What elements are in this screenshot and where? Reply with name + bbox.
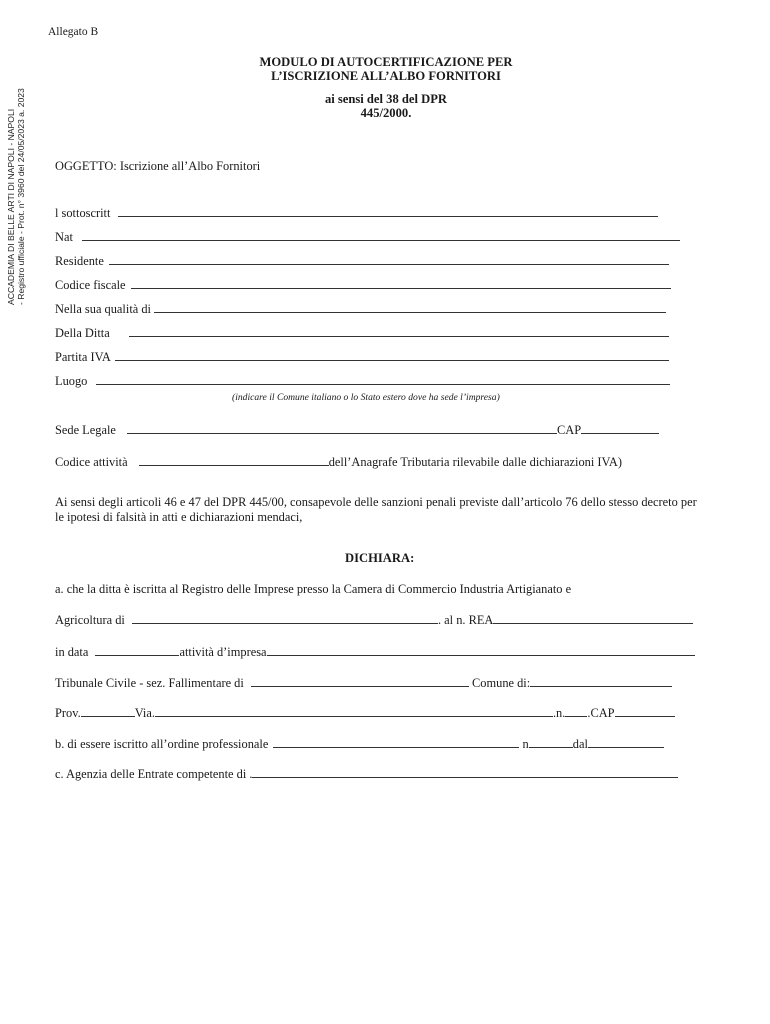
stamp-line-2: - Registro ufficiale - Prot. n° 3960 del 24/05/2023 a. 2023: [16, 88, 26, 305]
attivita-impresa-field[interactable]: [267, 645, 695, 656]
tribunale-label: Tribunale Civile - sez. Fallimentare di: [55, 676, 244, 690]
in-data-label: in data: [55, 645, 89, 659]
dichiara-heading: DICHIARA:: [345, 551, 415, 565]
allegato-label: Allegato B: [48, 26, 99, 38]
prov-label: Prov.: [55, 706, 81, 720]
sottoscritto-row: [55, 206, 658, 221]
residente-field[interactable]: [109, 254, 669, 265]
agricoltura-row: [55, 613, 693, 628]
partita-iva-label: Partita IVA: [55, 350, 111, 364]
codice-fiscale-row: [55, 278, 671, 293]
qualita-row: [55, 302, 666, 317]
sede-legale-row: [55, 423, 659, 438]
sede-legale-field[interactable]: [127, 423, 557, 434]
comune-field[interactable]: [530, 676, 672, 687]
stamp-line-1: ACCADEMIA DI BELLE ARTI DI NAPOLI - NAPOLI: [6, 108, 16, 305]
subtitle-line-1: ai sensi del 38 del DPR: [324, 92, 448, 106]
protocol-stamp: [6, 88, 26, 305]
item-b-dal-label: dal: [572, 737, 588, 751]
luogo-field[interactable]: [96, 374, 670, 385]
ditta-row: [55, 326, 669, 341]
ditta-field[interactable]: [129, 326, 669, 337]
agricoltura-label: Agricoltura di: [55, 613, 125, 627]
luogo-note: (indicare il Comune italiano o lo Stato estero dove ha sede l’impresa): [232, 392, 500, 403]
document-title: [160, 55, 612, 83]
tribunale-row: [55, 676, 672, 691]
nato-row: [55, 230, 680, 245]
tribunale-field[interactable]: [251, 676, 469, 687]
title-line-2: L’ISCRIZIONE ALL’ALBO FORNITORI: [271, 69, 501, 83]
cap-label: CAP: [557, 423, 582, 437]
prov-row: [55, 706, 675, 721]
cap2-label: .CAP: [587, 706, 615, 720]
item-b-n-label: n: [522, 737, 529, 751]
attivita-impresa-label: attività d’impresa: [179, 645, 267, 659]
cap2-field[interactable]: [615, 706, 675, 717]
ditta-label: Della Ditta: [55, 326, 110, 340]
in-data-field[interactable]: [95, 645, 179, 656]
cap-field[interactable]: [581, 423, 659, 434]
item-a-line: a. che la ditta è iscritta al Registro delle Imprese presso la Camera di Commercio Industria Artigianato e: [55, 582, 572, 596]
numero-field[interactable]: [565, 706, 587, 717]
item-b-row: [55, 737, 664, 752]
comune-label: Comune di:: [472, 676, 531, 690]
rea-label: . al n. REA: [437, 613, 494, 627]
rea-field[interactable]: [493, 613, 693, 624]
codice-attivita-row: [55, 455, 622, 470]
item-b-n-field[interactable]: [529, 737, 573, 748]
via-field[interactable]: [155, 706, 553, 717]
oggetto-line: OGGETTO: Iscrizione all’Albo Fornitori: [55, 159, 261, 173]
codice-fiscale-field[interactable]: [131, 278, 671, 289]
item-b-dal-field[interactable]: [588, 737, 664, 748]
nato-label: Nat: [55, 230, 73, 244]
declaration-paragraph: Ai sensi degli articoli 46 e 47 del DPR 445/00, consapevole delle sanzioni penali previste dall’articolo 76 dello stesso decreto per le ipotesi di falsità in atti e dichiarazioni mendaci,: [55, 495, 697, 524]
sede-legale-label: Sede Legale: [55, 423, 116, 437]
nato-field[interactable]: [82, 230, 680, 241]
qualita-label: Nella sua qualità di: [55, 302, 151, 316]
luogo-label: Luogo: [55, 374, 88, 388]
prov-field[interactable]: [81, 706, 135, 717]
sottoscritto-label: l sottoscritt: [55, 206, 111, 220]
codice-attivita-field[interactable]: [139, 455, 329, 466]
luogo-row: [55, 374, 670, 389]
partita-iva-row: [55, 350, 669, 365]
agricoltura-field[interactable]: [132, 613, 438, 624]
via-label: Via.: [134, 706, 155, 720]
codice-fiscale-label: Codice fiscale: [55, 278, 126, 292]
title-line-1: MODULO DI AUTOCERTIFICAZIONE PER: [259, 55, 513, 69]
residente-label: Residente: [55, 254, 104, 268]
sottoscritto-field[interactable]: [118, 206, 658, 217]
residente-row: [55, 254, 669, 269]
numero-label: .n.: [552, 706, 566, 720]
partita-iva-field[interactable]: [115, 350, 669, 361]
ordine-field[interactable]: [273, 737, 519, 748]
document-subtitle: [160, 92, 612, 120]
codice-attivita-label: Codice attività: [55, 455, 128, 469]
subtitle-line-2: 445/2000.: [360, 106, 412, 120]
in-data-row: [55, 645, 695, 660]
item-c-label: c. Agenzia delle Entrate competente di .: [55, 767, 253, 781]
anagrafe-text: dell’Anagrafe Tributaria rilevabile dalle dichiarazioni IVA): [328, 455, 622, 469]
agenzia-field[interactable]: [252, 767, 678, 778]
item-c-row: [55, 767, 678, 782]
item-b-label: b. di essere iscritto all’ordine professionale: [55, 737, 269, 751]
qualita-field[interactable]: [154, 302, 666, 313]
